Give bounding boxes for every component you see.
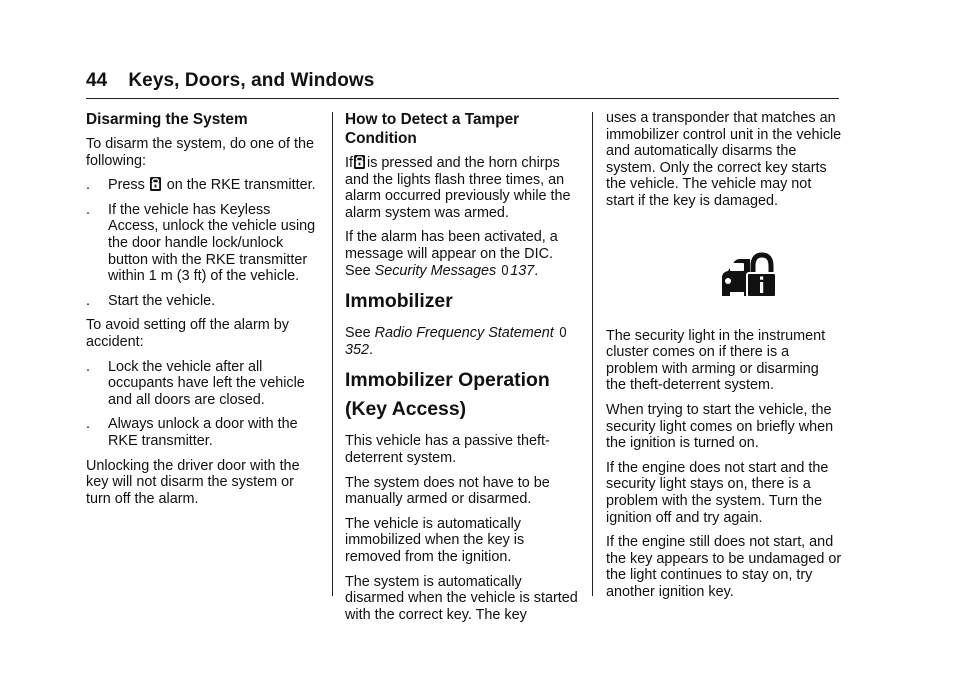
heading-immobilizer: Immobilizer <box>345 290 453 313</box>
header-rule <box>86 98 839 99</box>
security-messages-link[interactable]: Security Messages <box>374 262 497 279</box>
list-item: . Lock the vehicle after all occupants have left the vehicle and all doors are closed. <box>86 358 305 408</box>
list-item: . If the vehicle has Keyless Access, unlock the vehicle using the door handle lock/unlock button with the RKE transmitter within 1 m (3 ft) of the vehicle. <box>86 201 316 285</box>
immobilizer-see: See Radio Frequency Statement 0352. <box>345 325 567 358</box>
paragraph: If the engine does not start and the security light stays on, there is a problem with the system. Turn the ignition off and try again. <box>606 459 829 526</box>
section-title: Keys, Doors, and Windows <box>128 70 375 91</box>
page-number: 44 <box>86 70 108 91</box>
tamper-paragraph-1: If is pressed and the horn chirps and the lights flash three times, an alarm occurred previously while the alarm system was armed. <box>345 155 571 221</box>
paragraph: The vehicle is automatically immobilized when the key is removed from the ignition. <box>345 515 525 565</box>
paragraph-continued: uses a transponder that matches an immobilizer control unit in the vehicle and automatically disarms the system. Only the correct key starts the vehicle. The vehicle may not start if the key is damaged. <box>606 110 842 209</box>
page-header <box>86 70 838 92</box>
unlock-key-icon <box>354 155 365 169</box>
column-3 <box>606 110 842 608</box>
radio-frequency-link[interactable]: Radio Frequency Statement <box>374 325 554 342</box>
column-divider <box>592 112 593 596</box>
page-reference-icon: 0 <box>501 262 509 279</box>
heading-immobilizer-operation: Immobilizer Operation (Key Access) <box>345 369 550 421</box>
paragraph: The system is automatically disarmed when the vehicle is started with the correct key. The key <box>345 573 578 623</box>
disarm-intro: To disarm the system, do one of the following: <box>86 136 314 169</box>
paragraph: When trying to start the vehicle, the security light comes on briefly when the ignition is turned on. <box>606 401 834 452</box>
avoid-intro: To avoid setting off the alarm by accident: <box>86 317 289 350</box>
heading-disarming: Disarming the System <box>86 111 248 128</box>
disarm-closing: Unlocking the driver door with the key will not disarm the system or turn off the alarm. <box>86 457 300 507</box>
list-item: . Always unlock a door with the RKE transmitter. <box>86 416 298 449</box>
paragraph: This vehicle has a passive theft-deterrent system. <box>345 433 550 466</box>
heading-tamper: How to Detect a Tamper Condition <box>345 111 520 147</box>
paragraph: The system does not have to be manually armed or disarmed. <box>345 474 550 508</box>
paragraph: If the engine still does not start, and the key appears to be undamaged or the light continues to stay on, try another ignition key. <box>606 534 842 600</box>
list-item: . Start the vehicle. <box>86 292 216 309</box>
column-1 <box>86 110 322 515</box>
paragraph: The security light in the instrument cluster comes on if there is a problem with arming or disarming the theft-deterrent system. <box>606 327 826 394</box>
page-ref-137[interactable]: 137 <box>510 262 535 279</box>
column-2 <box>345 110 581 631</box>
page-ref-352[interactable]: 352 <box>345 341 370 358</box>
tamper-paragraph-2: If the alarm has been activated, a message will appear on the DIC. See Security Messages 0137. <box>345 229 558 279</box>
unlock-key-icon <box>150 177 161 191</box>
page-reference-icon: 0 <box>559 325 567 342</box>
column-divider <box>332 112 333 596</box>
list-item: . Press on the RKE transmitter. <box>86 177 316 194</box>
security-light-icon <box>720 252 776 298</box>
